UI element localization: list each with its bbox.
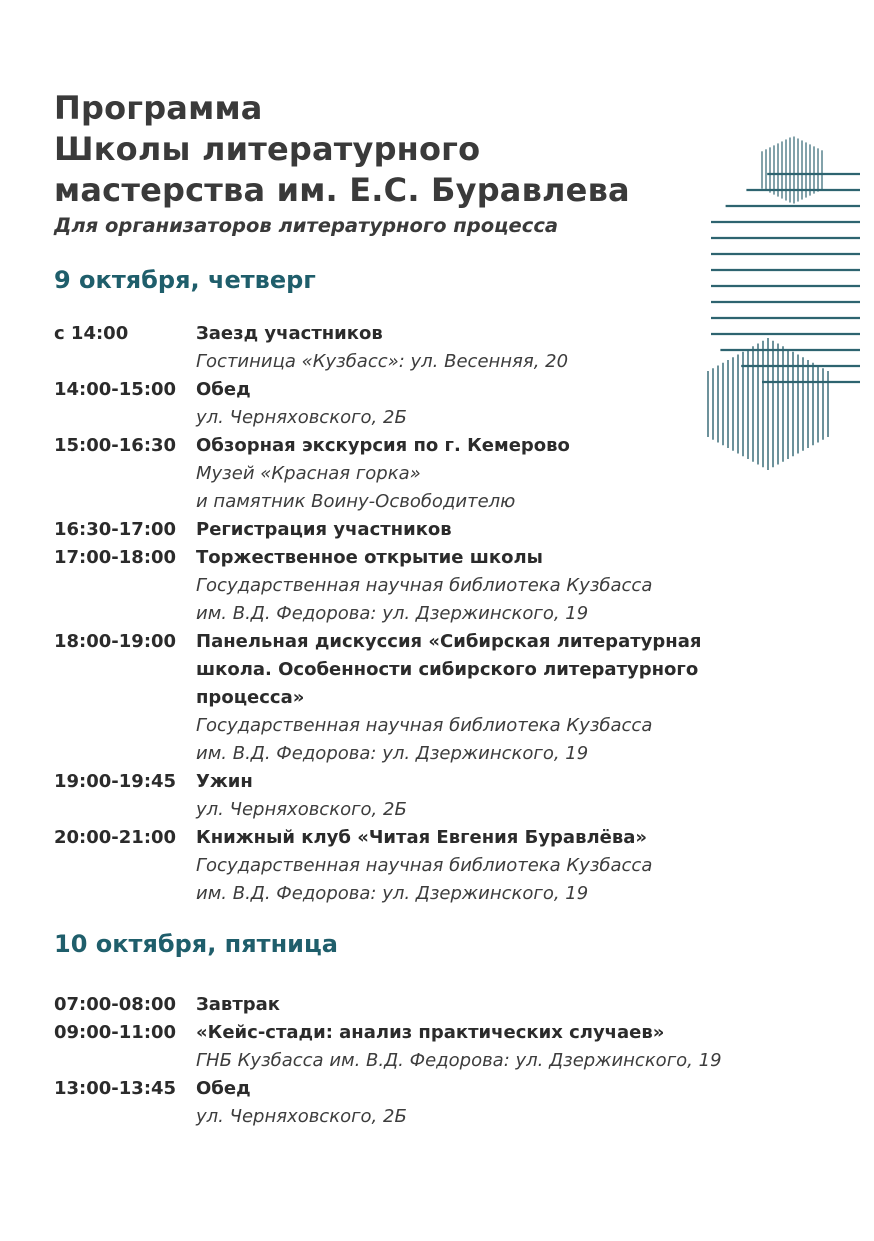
event-title	[196, 768, 854, 796]
event-location-line: Государственная научная библиотека Кузбасса	[196, 575, 653, 596]
event-details	[196, 516, 854, 544]
event-time: 13:00-13:45	[54, 1078, 177, 1099]
page-subtitle: Для организаторов литературного процесса	[54, 214, 559, 237]
event-location-line: Музей «Красная горка»	[196, 463, 421, 484]
day-heading-oct-10: 10 октября, пятница	[54, 930, 338, 958]
schedule-row	[54, 991, 854, 1019]
event-location	[196, 796, 854, 824]
event-location-line: Гостиница «Кузбасс»: ул. Весенняя, 20	[196, 351, 569, 372]
event-title-line: Панельная дискуссия «Сибирская литературная	[196, 631, 702, 652]
schedule-row	[54, 1019, 854, 1075]
event-time: 07:00-08:00	[54, 994, 177, 1015]
event-time: 19:00-19:45	[54, 771, 177, 792]
schedule-row	[54, 1075, 854, 1131]
event-time: 16:30-17:00	[54, 519, 177, 540]
event-title-line: Книжный клуб «Читая Евгения Буравлёва»	[196, 827, 648, 848]
event-title	[196, 544, 854, 572]
event-location-line: ул. Черняховского, 2Б	[196, 799, 407, 820]
schedule-row	[54, 544, 854, 628]
event-location-line: и памятник Воину-Освободителю	[196, 491, 516, 512]
event-location-line: им. В.Д. Федорова: ул. Дзержинского, 19	[196, 743, 589, 764]
event-location	[196, 1103, 854, 1131]
event-title	[196, 516, 854, 544]
event-title	[196, 824, 854, 852]
event-title-line: Торжественное открытие школы	[196, 547, 543, 568]
event-location-line: ул. Черняховского, 2Б	[196, 407, 407, 428]
event-title-line: Ужин	[196, 771, 253, 792]
event-title	[196, 628, 854, 712]
event-details	[196, 824, 854, 908]
event-details	[196, 1075, 854, 1131]
event-title	[196, 1019, 854, 1047]
event-location-line: Государственная научная библиотека Кузбасса	[196, 855, 653, 876]
event-title-line: процесса»	[196, 687, 305, 708]
event-time: 17:00-18:00	[54, 547, 177, 568]
event-location-line: им. В.Д. Федорова: ул. Дзержинского, 19	[196, 603, 589, 624]
event-title-line: «Кейс-стади: анализ практических случаев»	[196, 1022, 665, 1043]
event-location	[196, 852, 854, 908]
event-time: 20:00-21:00	[54, 827, 177, 848]
event-title-line: Заезд участников	[196, 323, 383, 344]
event-location	[196, 712, 854, 768]
event-location-line: им. В.Д. Федорова: ул. Дзержинского, 19	[196, 883, 589, 904]
event-details	[196, 1019, 854, 1075]
event-time: 18:00-19:00	[54, 631, 177, 652]
event-title-line: Регистрация участников	[196, 519, 452, 540]
schedule-row	[54, 516, 854, 544]
schedule-oct-10	[54, 991, 854, 1131]
schedule-row	[54, 628, 854, 768]
event-time: 14:00-15:00	[54, 379, 177, 400]
event-title	[196, 991, 854, 1019]
event-location	[196, 1047, 854, 1075]
event-time: 15:00-16:30	[54, 435, 177, 456]
event-title-line: Обед	[196, 1078, 251, 1099]
event-details	[196, 544, 854, 628]
event-title-line: Обед	[196, 379, 251, 400]
event-location-line: Государственная научная библиотека Кузбасса	[196, 715, 653, 736]
title-line: Школы литературного	[54, 130, 481, 168]
day-heading-oct-9: 9 октября, четверг	[54, 266, 316, 294]
title-line: Программа	[54, 89, 263, 127]
event-location-line: ГНБ Кузбасса им. В.Д. Федорова: ул. Дзержинского, 19	[196, 1050, 722, 1071]
event-title-line: школа. Особенности сибирского литературного	[196, 659, 699, 680]
event-time: 09:00-11:00	[54, 1022, 177, 1043]
event-time: с 14:00	[54, 323, 129, 344]
event-title	[196, 1075, 854, 1103]
event-title-line: Завтрак	[196, 994, 281, 1015]
decorative-hexagon-pattern-icon	[700, 130, 860, 475]
event-details	[196, 991, 854, 1019]
event-details	[196, 628, 854, 768]
event-title-line: Обзорная экскурсия по г. Кемерово	[196, 435, 570, 456]
event-location	[196, 572, 854, 628]
schedule-row	[54, 768, 854, 824]
schedule-row	[54, 824, 854, 908]
event-details	[196, 768, 854, 824]
page-title	[54, 88, 630, 211]
title-line: мастерства им. Е.С. Буравлева	[54, 171, 630, 209]
event-location-line: ул. Черняховского, 2Б	[196, 1106, 407, 1127]
